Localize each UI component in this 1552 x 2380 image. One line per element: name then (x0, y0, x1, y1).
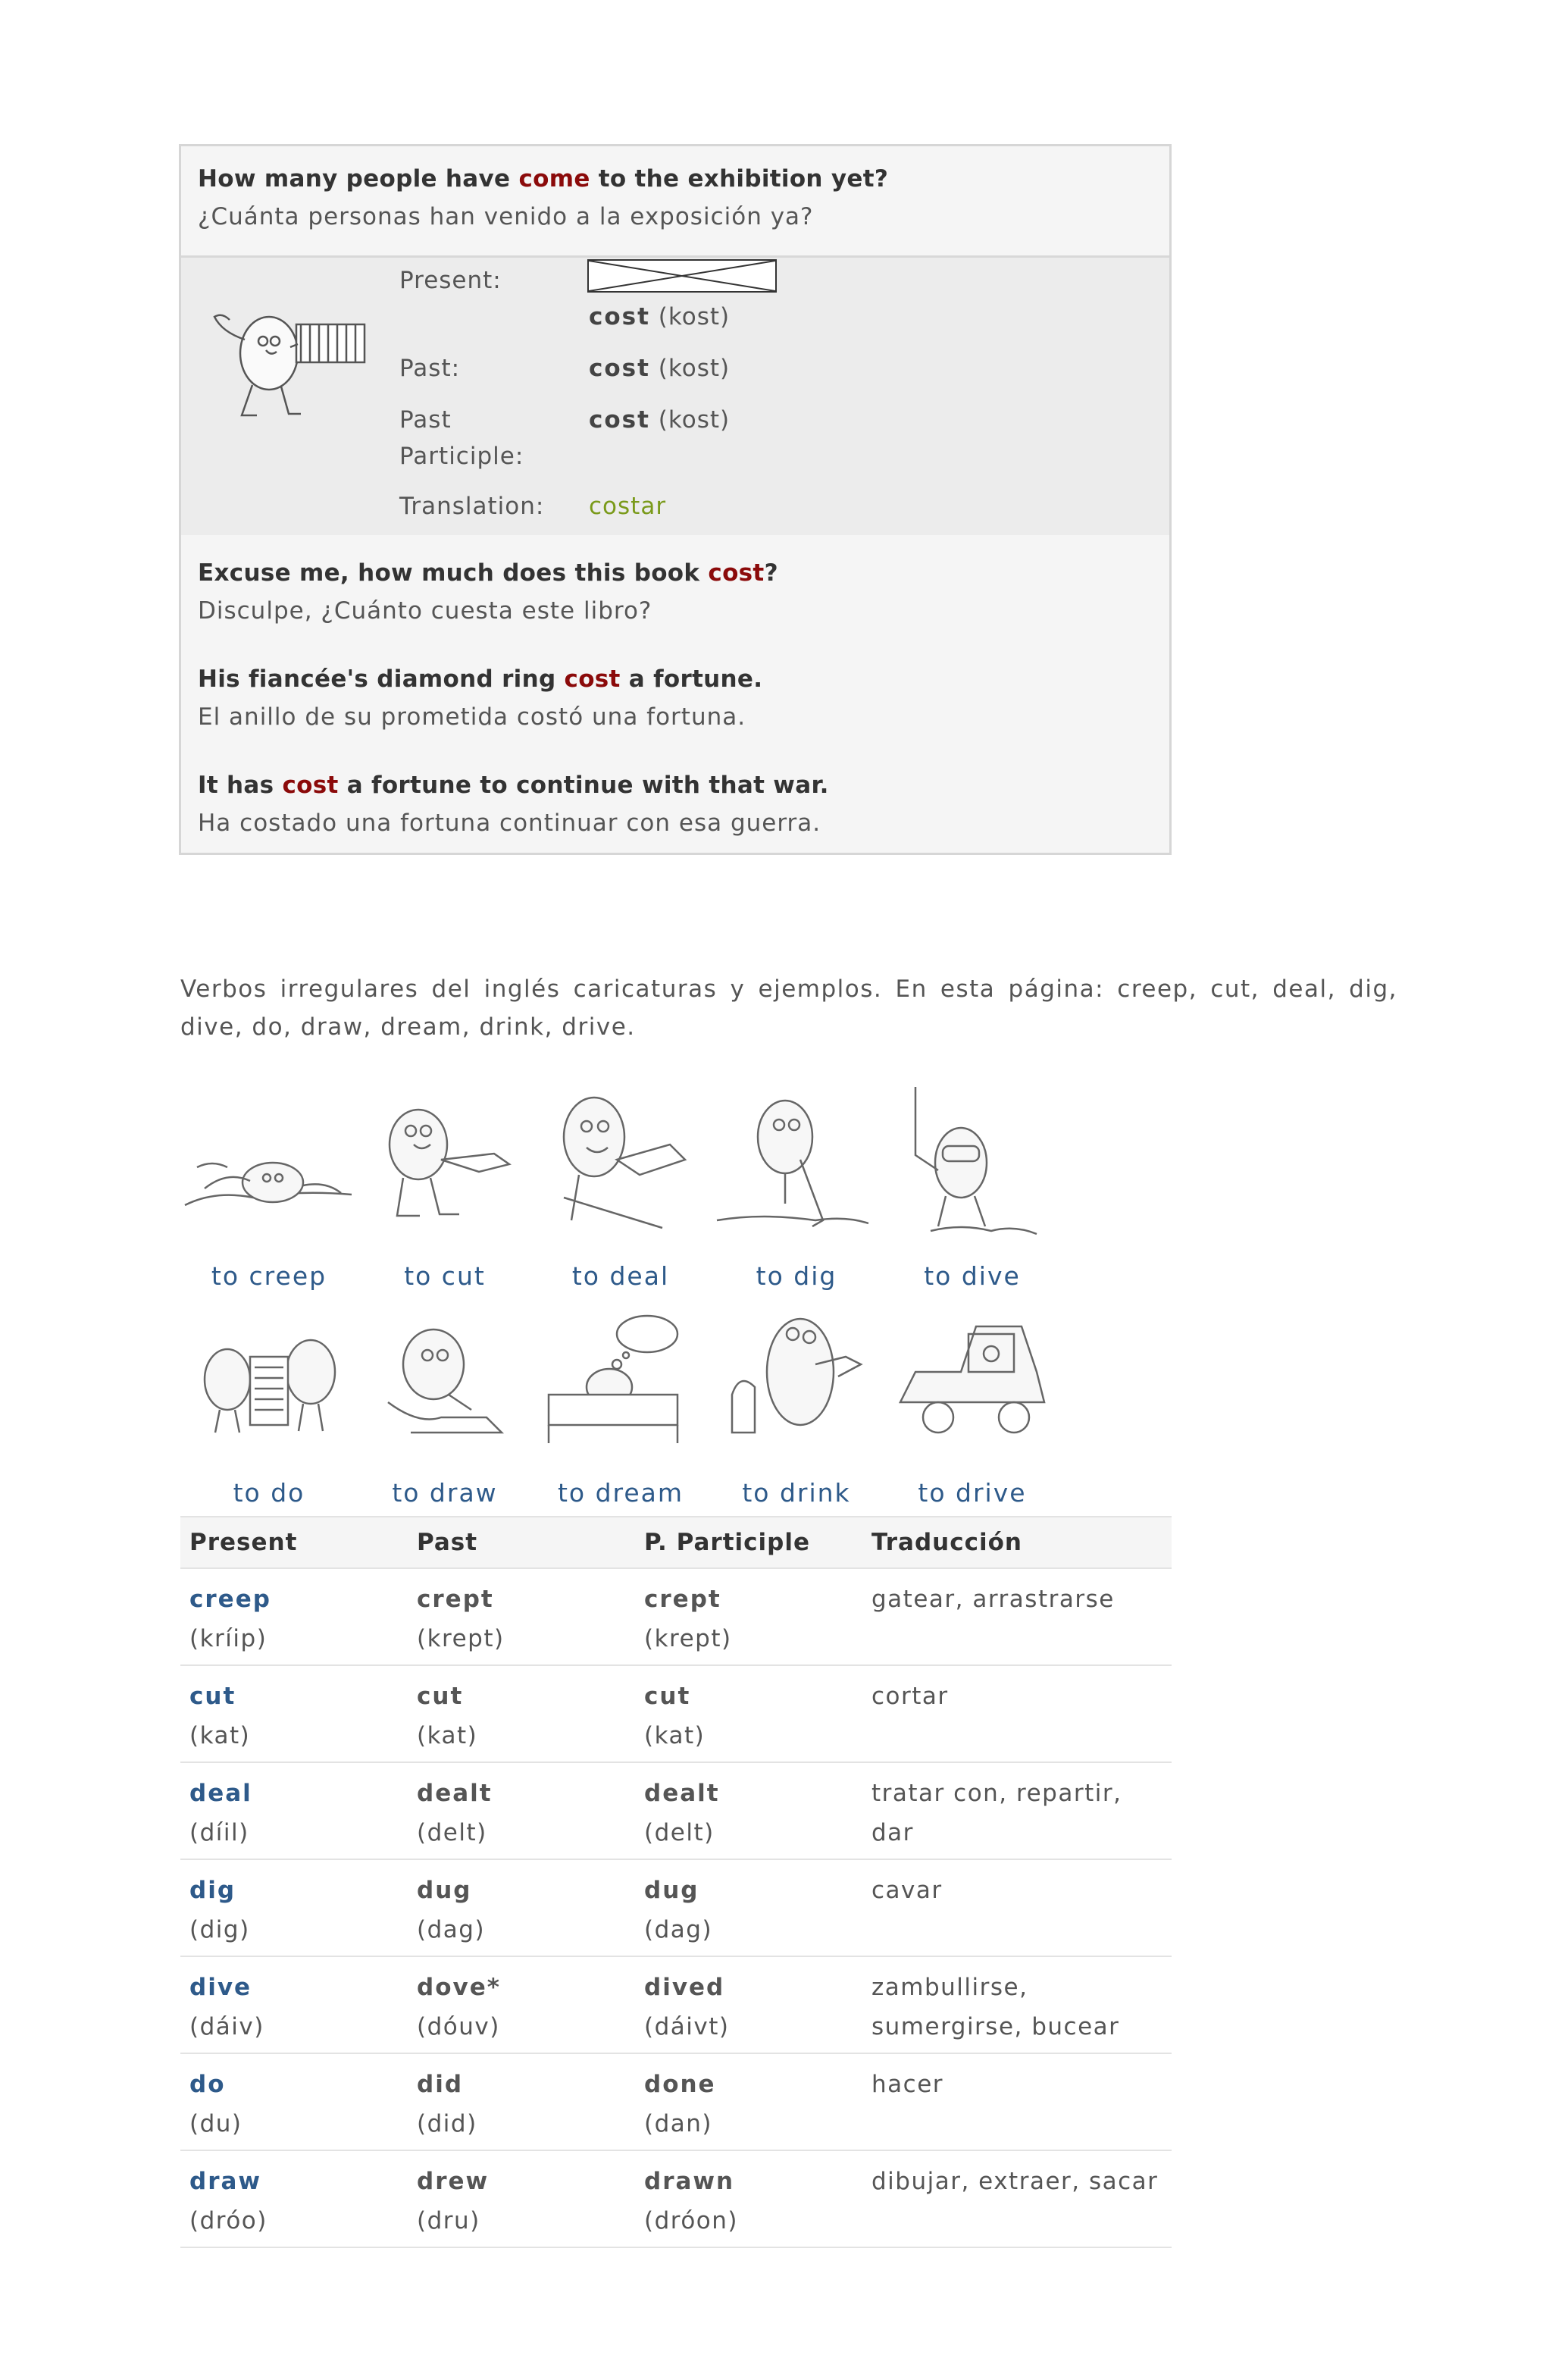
present-pron: (kost) (649, 303, 731, 330)
example-en (198, 160, 888, 198)
pp-pron: (krept) (644, 1625, 732, 1652)
drink-cartoon[interactable] (709, 1304, 884, 1455)
verb-cartoon-area (181, 258, 381, 532)
translation-line1: hacer (871, 2071, 944, 2098)
past-value (589, 355, 730, 382)
example-3-es: Ha costado una fortuna continuar con esa guerra. (198, 810, 821, 837)
translation-line1: cavar (871, 1877, 943, 1904)
example-3-en (198, 766, 829, 804)
translation-line1: gatear, arrastrarse (871, 1586, 1115, 1613)
past-pron: (dóuv) (417, 2013, 500, 2040)
present-word: cost (589, 303, 650, 330)
example-2-after: a fortune. (620, 665, 763, 693)
translation-line1: zambullirse, (871, 1974, 1028, 2001)
deal-cartoon[interactable] (534, 1084, 708, 1235)
cartoon-label-dive[interactable]: to dive (924, 1261, 1021, 1291)
do-cartoon[interactable] (182, 1319, 356, 1448)
example-3 (198, 766, 829, 842)
irregular-verbs-table (180, 1516, 1172, 2248)
past-word: cut (417, 1683, 464, 1710)
pp-pron: (delt) (644, 1819, 715, 1846)
pp-word: cost (589, 406, 650, 434)
broken-image-icon (587, 259, 777, 293)
drive-cartoon[interactable] (885, 1311, 1059, 1448)
label-past: Past: (399, 355, 461, 382)
present-word[interactable]: dig (189, 1877, 236, 1904)
label-past-participle (399, 402, 524, 474)
cartoon-label-drive[interactable]: to drive (918, 1478, 1027, 1508)
example-es: ¿Cuánta personas han venido a la exposición ya? (198, 203, 814, 230)
past-word: crept (417, 1586, 494, 1613)
present-pron: (dróo) (189, 2207, 268, 2234)
cell-past (408, 1665, 635, 1762)
draw-cartoon[interactable] (358, 1311, 532, 1448)
label-pp-line1: Past (399, 406, 452, 434)
pp-pron: (dan) (644, 2110, 713, 2137)
cell-translation (862, 1762, 1172, 1859)
table-row (180, 1859, 1172, 1956)
cell-pp (635, 1665, 862, 1762)
past-pron: (kat) (417, 1722, 478, 1749)
cell-translation (862, 2053, 1172, 2150)
header-translation: Traducción (862, 1517, 1172, 1568)
cell-translation (862, 1859, 1172, 1956)
label-pp-line2: Participle: (399, 443, 524, 470)
table-row (180, 1956, 1172, 2053)
pp-word: crept (644, 1586, 721, 1613)
pp-pron: (kost) (649, 406, 731, 434)
intro-paragraph: Verbos irregulares del inglés caricaturas y ejemplos. En esta página: creep, cut, deal, dig, dive, do, draw, dream, drink, drive. (180, 975, 1397, 1041)
example-2-en (198, 660, 762, 698)
cartoon-label-creep[interactable]: to creep (211, 1261, 327, 1291)
example-verb: come (518, 165, 590, 193)
cell-present (180, 1762, 408, 1859)
example-3-verb: cost (282, 772, 339, 799)
dive-cartoon[interactable] (885, 1079, 1059, 1246)
present-value (589, 303, 730, 330)
cell-present (180, 2150, 408, 2247)
cell-present (180, 1665, 408, 1762)
past-word: cost (589, 355, 650, 382)
example-1-en (198, 554, 778, 592)
table-row (180, 2150, 1172, 2247)
table-row (180, 1762, 1172, 1859)
example-top (198, 160, 888, 236)
example-2-verb: cost (564, 665, 621, 693)
example-2 (198, 660, 762, 736)
translation-line2: sumergirse, bucear (871, 2013, 1120, 2040)
cell-translation (862, 2150, 1172, 2247)
cell-pp (635, 2150, 862, 2247)
example-1-es: Disculpe, ¿Cuánto cuesta este libro? (198, 597, 652, 625)
cartoon-label-cut[interactable]: to cut (404, 1261, 486, 1291)
pp-word: done (644, 2071, 716, 2098)
dig-cartoon[interactable] (709, 1084, 884, 1235)
example-2-es: El anillo de su prometida costó una fortuna. (198, 703, 746, 731)
example-en-after: to the exhibition yet? (590, 165, 889, 193)
cartoon-label-do[interactable]: to do (233, 1478, 305, 1508)
present-word[interactable]: creep (189, 1586, 271, 1613)
example-1-after: ? (764, 559, 778, 587)
pp-pron: (dag) (644, 1916, 713, 1943)
past-word: drew (417, 2168, 490, 2195)
present-word[interactable]: do (189, 2071, 226, 2098)
table-header-row (180, 1517, 1172, 1568)
past-word: dug (417, 1877, 472, 1904)
pp-word: dived (644, 1974, 725, 2001)
cell-past (408, 1859, 635, 1956)
pp-pron: (dáivt) (644, 2013, 730, 2040)
cartoon-label-dream[interactable]: to dream (557, 1478, 684, 1508)
translation-line1: cortar (871, 1683, 949, 1710)
present-pron: (dig) (189, 1916, 250, 1943)
present-word[interactable]: dive (189, 1974, 252, 2001)
cell-past (408, 1956, 635, 2053)
present-pron: (du) (189, 2110, 242, 2137)
table-row (180, 2053, 1172, 2150)
cell-pp (635, 1859, 862, 1956)
cell-present (180, 1956, 408, 2053)
past-pron: (dag) (417, 1916, 486, 1943)
cell-pp (635, 1762, 862, 1859)
present-pron: (kat) (189, 1722, 251, 1749)
header-present: Present (180, 1517, 408, 1568)
pp-pron: (kat) (644, 1722, 706, 1749)
present-word[interactable]: cut (189, 1683, 236, 1710)
cell-pp (635, 2053, 862, 2150)
example-1-verb: cost (708, 559, 765, 587)
present-word[interactable]: draw (189, 2168, 262, 2195)
past-pron: (kost) (649, 355, 731, 382)
past-word: dove* (417, 1974, 501, 2001)
cell-present (180, 1859, 408, 1956)
past-pron: (krept) (417, 1625, 505, 1652)
cell-past (408, 1568, 635, 1665)
cut-cartoon[interactable] (358, 1091, 532, 1228)
past-word: dealt (417, 1780, 493, 1807)
pp-word: dug (644, 1877, 699, 1904)
pp-pron: (dróon) (644, 2207, 739, 2234)
past-pron: (dru) (417, 2207, 480, 2234)
creep-cartoon[interactable] (182, 1122, 356, 1228)
cell-translation (862, 1568, 1172, 1665)
pp-word: cut (644, 1683, 691, 1710)
verb-card (181, 255, 1169, 535)
table-row (180, 1568, 1172, 1665)
translation-line1: tratar con, repartir, dar (871, 1780, 1122, 1846)
label-translation: Translation: (399, 493, 545, 520)
header-past-participle: P. Participle (635, 1517, 862, 1568)
example-en-before: How many people have (198, 165, 519, 193)
present-pron: (kríip) (189, 1625, 268, 1652)
dream-cartoon[interactable] (534, 1304, 708, 1448)
verb-example-box (179, 144, 1172, 855)
cell-past (408, 2150, 635, 2247)
past-pron: (delt) (417, 1819, 487, 1846)
cartoon-label-dig[interactable]: to dig (756, 1261, 837, 1291)
example-3-before: It has (198, 772, 283, 799)
cell-pp (635, 1956, 862, 2053)
present-word[interactable]: deal (189, 1780, 252, 1807)
past-word: did (417, 2071, 464, 2098)
pp-word: drawn (644, 2168, 735, 2195)
translation-value: costar (589, 493, 667, 520)
past-pron: (did) (417, 2110, 477, 2137)
cartoon-label-deal[interactable]: to deal (571, 1261, 670, 1291)
pp-value (589, 406, 730, 434)
table-row (180, 1665, 1172, 1762)
cell-translation (862, 1665, 1172, 1762)
cell-present (180, 1568, 408, 1665)
present-pron: (dáiv) (189, 2013, 264, 2040)
cell-past (408, 1762, 635, 1859)
example-3-after: a fortune to continue with that war. (338, 772, 829, 799)
label-present: Present: (399, 267, 502, 294)
example-2-before: His fiancée's diamond ring (198, 665, 565, 693)
cell-past (408, 2053, 635, 2150)
present-pron: (díil) (189, 1819, 249, 1846)
header-past: Past (408, 1517, 635, 1568)
example-1 (198, 554, 778, 630)
example-1-before: Excuse me, how much does this book (198, 559, 709, 587)
cartoon-label-drink[interactable]: to drink (742, 1478, 851, 1508)
cell-present (180, 2053, 408, 2150)
pp-word: dealt (644, 1780, 720, 1807)
cell-translation (862, 1956, 1172, 2053)
cost-cartoon-image (199, 287, 381, 431)
cell-pp (635, 1568, 862, 1665)
translation-line1: dibujar, extraer, sacar (871, 2168, 1159, 2195)
cartoon-label-draw[interactable]: to draw (392, 1478, 498, 1508)
